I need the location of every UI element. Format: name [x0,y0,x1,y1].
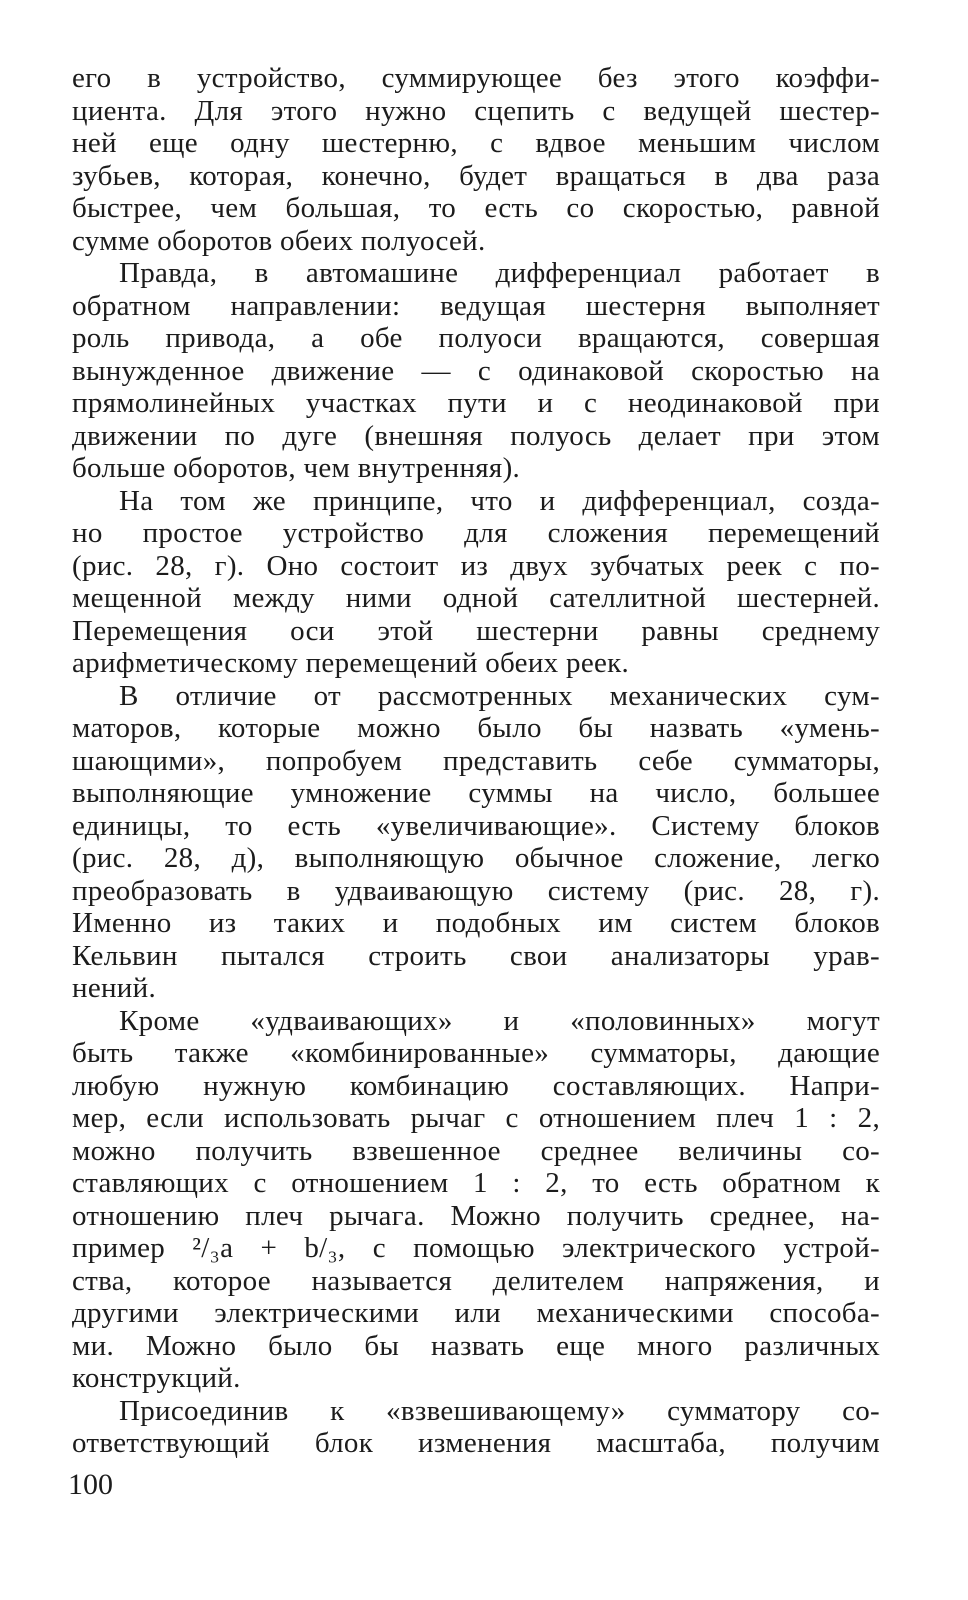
text-line: На том же принципе, что и дифференциал, созда- [119,484,880,517]
text-line: Перемещения оси этой шестерни равны среднему [72,614,880,647]
paragraph [72,62,880,257]
text-line: нений. [72,972,156,1004]
text-line: можно получить взвешенное среднее величины со- [72,1134,880,1167]
paragraph [72,257,880,485]
text-line: ставляющих с отношением 1 : 2, то есть обратном к [72,1167,880,1199]
text-line: единицы, то есть «увеличивающие». Систему блоков [72,809,880,842]
text-line: ства, которое называется делителем напряжения, и [72,1264,880,1297]
text-line: движении по дуге (внешняя полуось делает при этом [72,419,880,452]
text-line: ответствующий блок изменения масштаба, получим [72,1427,880,1459]
text-line: преобразовать в удваивающую систему (рис. 28, г). [72,874,880,907]
text-line: вынужденное движение — с одинаковой скоростью на [72,354,880,387]
text-line: циента. Для этого нужно сцепить с ведущей шестер- [72,94,880,127]
text-line: сумме оборотов обеих полуосей. [72,224,486,257]
text-line: другими электрическими или механическими способа- [72,1297,880,1329]
text-line: больше оборотов, чем внутренняя). [72,452,521,484]
text-line: (рис. 28, д), выполняющую обычное сложение, легко [72,842,880,874]
text-line: Кроме «удваивающих» и «половинных» могут [119,1004,880,1037]
paragraph [72,1395,880,1460]
text-line: мещенной между ними одной сателлитной шестерней. [72,582,880,614]
text-line: Кельвин пытался строить свои анализаторы урав- [72,939,880,972]
text-line: конструкций. [72,1362,241,1394]
text-line: но простое устройство для сложения перемещений [72,517,880,549]
text-line: ней еще одну шестерню, с вдвое меньшим числом [72,127,880,159]
paragraph [72,485,880,680]
text-line: Правда, в автомашине дифференциал работает в [119,257,880,289]
paragraph [72,680,880,1005]
text-line: пример ²/₃a + b/₃, с помощью электрического устрой- [72,1232,880,1264]
text-line: ми. Можно было бы назвать еще много различных [72,1329,880,1362]
text-line: В отличие от рассмотренных механических сум- [119,679,880,712]
paragraph [72,1005,880,1395]
text-line: Присоединив к «взвешивающему» сумматору со- [119,1394,880,1427]
text-line: его в устройство, суммирующее без этого коэффи- [72,62,880,94]
text-line: любую нужную комбинацию составляющих. Напри- [72,1069,880,1102]
text-line: шающими», попробуем представить себе сумматоры, [72,744,880,777]
page-number: 100 [68,1468,113,1501]
text-line: быть также «комбинированные» сумматоры, дающие [72,1037,880,1069]
text-line: Именно из таких и подобных им систем блоков [72,907,880,939]
text-line: зубьев, которая, конечно, будет вращаться в два раза [72,159,880,192]
text-line: (рис. 28, г). Оно состоит из двух зубчатых реек с по- [72,549,880,582]
text-line: маторов, которые можно было бы назвать «умень- [72,712,880,744]
text-line: роль привода, а обе полуоси вращаются, совершая [72,322,880,354]
text-line: обратном направлении: ведущая шестерня выполняет [72,289,880,322]
text-line: арифметическому перемещений обеих реек. [72,647,630,679]
text-line: быстрее, чем большая, то есть со скоростью, равной [72,192,880,224]
text-line: отношению плеч рычага. Можно получить среднее, на- [72,1199,880,1232]
page-body [72,62,880,1460]
text-line: выполняющие умножение суммы на число, большее [72,777,880,809]
text-line: прямолинейных участках пути и с неодинаковой при [72,387,880,419]
text-line: мер, если использовать рычаг с отношением плеч 1 : 2, [72,1102,880,1134]
